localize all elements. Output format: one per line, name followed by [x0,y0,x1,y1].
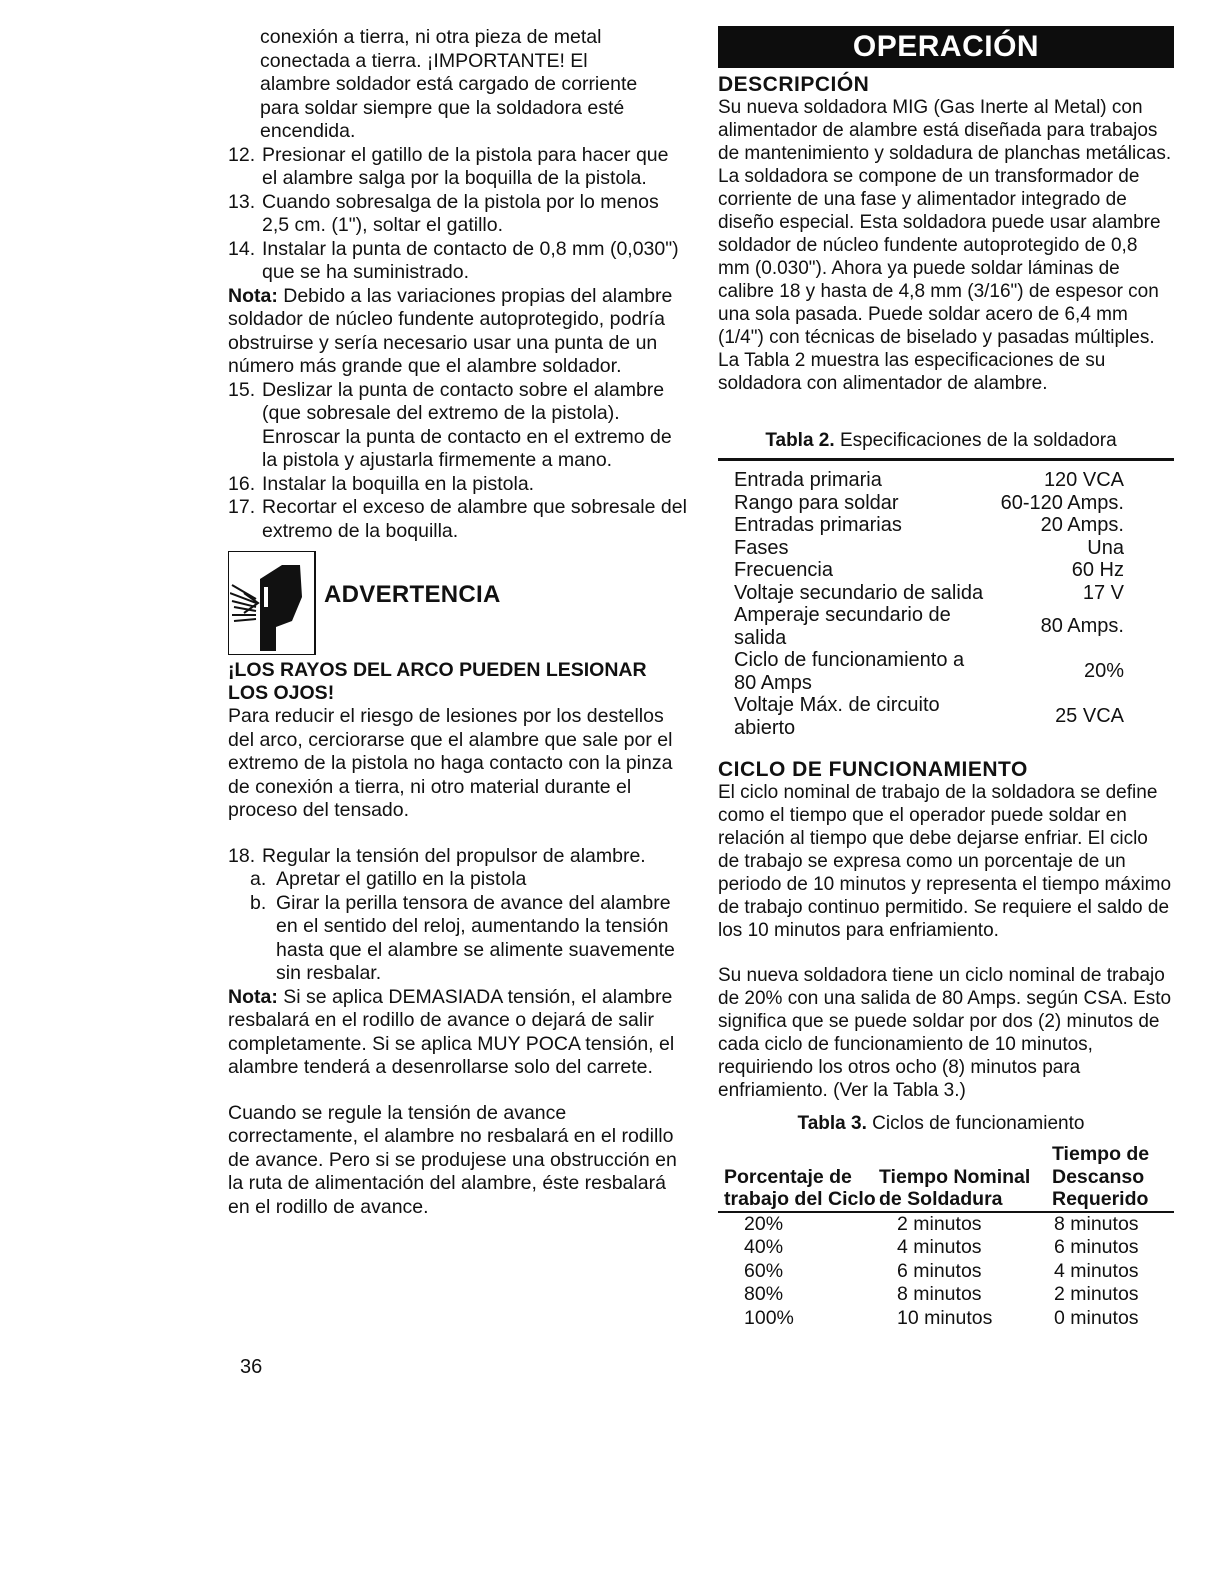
page-number: 36 [240,1356,263,1378]
table-row [718,514,1174,537]
spec-value: 60-120 Amps. [1000,491,1124,514]
table-row [718,492,1174,515]
step-number: 18. [228,844,256,867]
note-text: Si se aplica DEMASIADA tensión, el alambre resbalará en el rodillo de avance o dejará de salir completamente. Si se aplica MUY POCA tensión, el alambre tenderá a desenrollarse solo del carrete. [228,985,675,1078]
spacer [228,1080,688,1102]
cycle-title: CICLO DE FUNCIONAMIENTO [718,758,1028,781]
spacer [718,942,1174,964]
table3-caption [708,1112,1174,1135]
substep-letter: a. [250,868,267,890]
left-column [228,26,688,1219]
table-cell: 8 minutos [1054,1212,1139,1235]
substep-a [250,868,688,892]
table-cell: 10 minutos [897,1306,993,1329]
spec-label: Entrada primaria [734,469,882,491]
spec-label: Rango para soldar [734,491,899,514]
column-header: Porcentaje de trabajo del Ciclo [724,1165,876,1210]
intro-paragraph [260,26,688,144]
table-row [718,1236,1174,1260]
table-cell: 8 minutos [897,1283,982,1305]
step-13 [228,191,688,238]
note-1 [228,285,688,379]
spacer [718,739,1174,759]
table-cell: 2 minutos [897,1212,982,1235]
warning-text: Para reducir el riesgo de lesiones por los destellos del arco, cerciorarse que el alambre que sale por el extremo de la pistola no haga contacto con la pinza de conexión a tierra, ni otro material durante el proceso del tensado. [228,705,673,821]
warning-title: ADVERTENCIA [324,581,501,608]
right-column [718,26,1174,1330]
note-label: Nota: [228,985,278,1008]
table-row [718,1212,1174,1237]
step-number: 17. [228,496,256,518]
table-row [718,582,1174,605]
step-16 [228,473,688,497]
spec-value: 80 Amps. [1040,615,1124,638]
step-number: 16. [228,472,256,495]
table-cell: 80% [744,1283,784,1305]
step-12 [228,144,688,191]
table-caption-text: Ciclos de funcionamiento [872,1113,1085,1134]
description-text: Su nueva soldadora MIG (Gas Inerte al Metal) con alimentador de alambre está diseñada para trabajos de mantenimiento y soldadura de planchas metálicas. La soldadora se compone de un transformador de corriente de una fase y alimentador integrado de diseño especial. Esta soldadora puede usar alambre soldador de núcleo fundente autoprotegido de 0,8 mm (0.030"). Ahora ya puede soldar láminas de calibre 18 y hasta de 4,8 mm (3/16") de espesor con una sola pasada. Puede soldar acero de 6,4 mm (1/4") con técnicas de biselado y pasadas múltiples. La Tabla 2 muestra las especificaciones de su soldadora con alimentador de alambre. [718,97,1172,394]
step-15 [228,379,688,473]
table-row [718,559,1174,582]
table2-rule [718,458,1174,461]
spec-value: Una [1087,536,1124,559]
note-label: Nota: [228,284,278,307]
table-cell: 2 minutos [1054,1283,1139,1305]
spec-label: Entradas primarias [734,514,902,536]
step-number: 15. [228,378,256,401]
note-2 [228,986,688,1080]
table-header-row [718,1143,1174,1212]
table-row [718,604,1174,649]
table-cell: 0 minutos [1054,1306,1139,1329]
table-cell: 20% [744,1212,784,1235]
intro-line: para soldar siempre que la soldadora esté [260,96,625,119]
spec-value: 17 V [1082,581,1124,604]
warning-block [228,551,688,659]
column-header: Tiempo de Descanso Requerido [1052,1143,1150,1210]
spacer [228,823,688,845]
substep-text: Girar la perilla tensora de avance del alambre en el sentido del reloj, aumentando la tensión hasta que el alambre se alimente suavemente sin resbalar. [276,891,675,984]
step-number: 13. [228,190,256,213]
table-row [718,469,1174,492]
table-cell: 100% [744,1306,794,1329]
step-text: Deslizar la punta de contacto sobre el alambre (que sobresale del extremo de la pistola). Enroscar la punta de contacto en el extremo de la pistola y ajustarla firmemente a mano. [262,378,672,471]
duty-cycle-table [718,1143,1174,1330]
cycle-text-2: Su nueva soldadora tiene un ciclo nominal de trabajo de 20% con una salida de 80 Amps. según CSA. Esto significa que se puede soldar por dos (2) minutos de cada ciclo de funcionamiento de 10 minutos, requiriendo los otros ocho (8) minutos para enfriamiento. (Ver la Tabla 3.) [718,965,1172,1101]
spec-value: 60 Hz [1071,559,1124,581]
step-number: 12. [228,143,256,166]
note-text: Debido a las variaciones propias del alambre soldador de núcleo fundente autoprotegido, podría obstruirse y sería necesario usar una punta de un número más grande que el alambre soldador. [228,284,673,377]
intro-line: conectada a tierra. ¡IMPORTANTE! El [260,49,588,72]
intro-line: conexión a tierra, ni otra pieza de metal [260,26,602,48]
table-row [718,649,1174,694]
table-label: Tabla 2. [765,430,835,451]
warning-heading: ¡LOS RAYOS DEL ARCO PUEDEN LESIONAR LOS OJOS! [228,659,647,704]
spec-label: Amperaje secundario de salida [734,604,951,649]
step-18 [228,845,688,869]
table-row [718,694,1174,739]
table-cell: 4 minutos [1054,1259,1139,1282]
table-cell: 6 minutos [897,1259,982,1282]
table-caption-text: Especificaciones de la soldadora [839,430,1117,451]
step-number: 14. [228,237,256,260]
specifications-table [718,469,1174,739]
table-row [718,1283,1174,1307]
table-row [718,1307,1174,1331]
spec-label: Frecuencia [734,559,833,581]
spec-value: 20 Amps. [1040,514,1124,536]
warning-frame-edge [314,551,316,655]
step-text: Recortar el exceso de alambre que sobresale del extremo de la boquilla. [262,496,687,542]
intro-line: alambre soldador está cargado de corriente [260,73,638,95]
spec-label: Fases [734,536,789,559]
step-text: Regular la tensión del propulsor de alambre. [262,844,646,867]
step-text: Cuando sobresalga de la pistola por lo menos 2,5 cm. (1"), soltar el gatillo. [262,190,659,236]
description-title: DESCRIPCIÓN [718,73,870,96]
section-banner: OPERACIÓN [718,26,1174,68]
step-text: Presionar el gatillo de la pistola para hacer que el alambre salga por la boquilla de la pistola. [262,143,669,189]
spec-value: 20% [1083,660,1124,683]
cycle-text-1: El ciclo nominal de trabajo de la soldadora se define como el tiempo que el operador puede soldar en relación al tiempo que debe dejarse enfriar. El ciclo de trabajo se expresa como un porcentaje de un periodo de 10 minutos y representa el tiempo máximo de trabajo continuo permitido. Se requiere el saldo de los 10 minutos para enfriamiento. [718,782,1172,941]
substep-letter: b. [250,891,267,914]
table-cell: 4 minutos [897,1236,982,1258]
table-cell: 6 minutos [1054,1236,1139,1258]
spec-label: Voltaje Máx. de circuito abierto [734,694,940,739]
column-header: Tiempo Nominal de Soldadura [879,1165,1031,1210]
table2-caption [708,429,1174,452]
final-paragraph: Cuando se regule la tensión de avance correctamente, el alambre no resbalará en el rodillo de avance. Pero si se produjese una obstrucción en la ruta de alimentación del alambre, éste resbalará en el rodillo de avance. [228,1101,677,1218]
table-row [718,1260,1174,1284]
spec-value: 25 VCA [1055,705,1124,728]
table-cell: 60% [744,1259,784,1282]
substep-text: Apretar el gatillo en la pistola [276,868,527,890]
table-cell: 40% [744,1236,784,1258]
step-14 [228,238,688,285]
substep-b [250,892,688,986]
welding-helmet-icon [230,557,314,653]
step-text: Instalar la punta de contacto de 0,8 mm (0,030") que se ha suministrado. [262,237,679,283]
table-label: Tabla 3. [797,1113,867,1134]
spec-label: Voltaje secundario de salida [734,581,984,604]
spec-value: 120 VCA [1043,469,1124,491]
step-17 [228,496,688,543]
table-row [718,537,1174,560]
spec-label: Ciclo de funcionamiento a 80 Amps [734,649,965,694]
intro-line: encendida. [260,120,356,142]
step-text: Instalar la boquilla en la pistola. [262,472,535,495]
